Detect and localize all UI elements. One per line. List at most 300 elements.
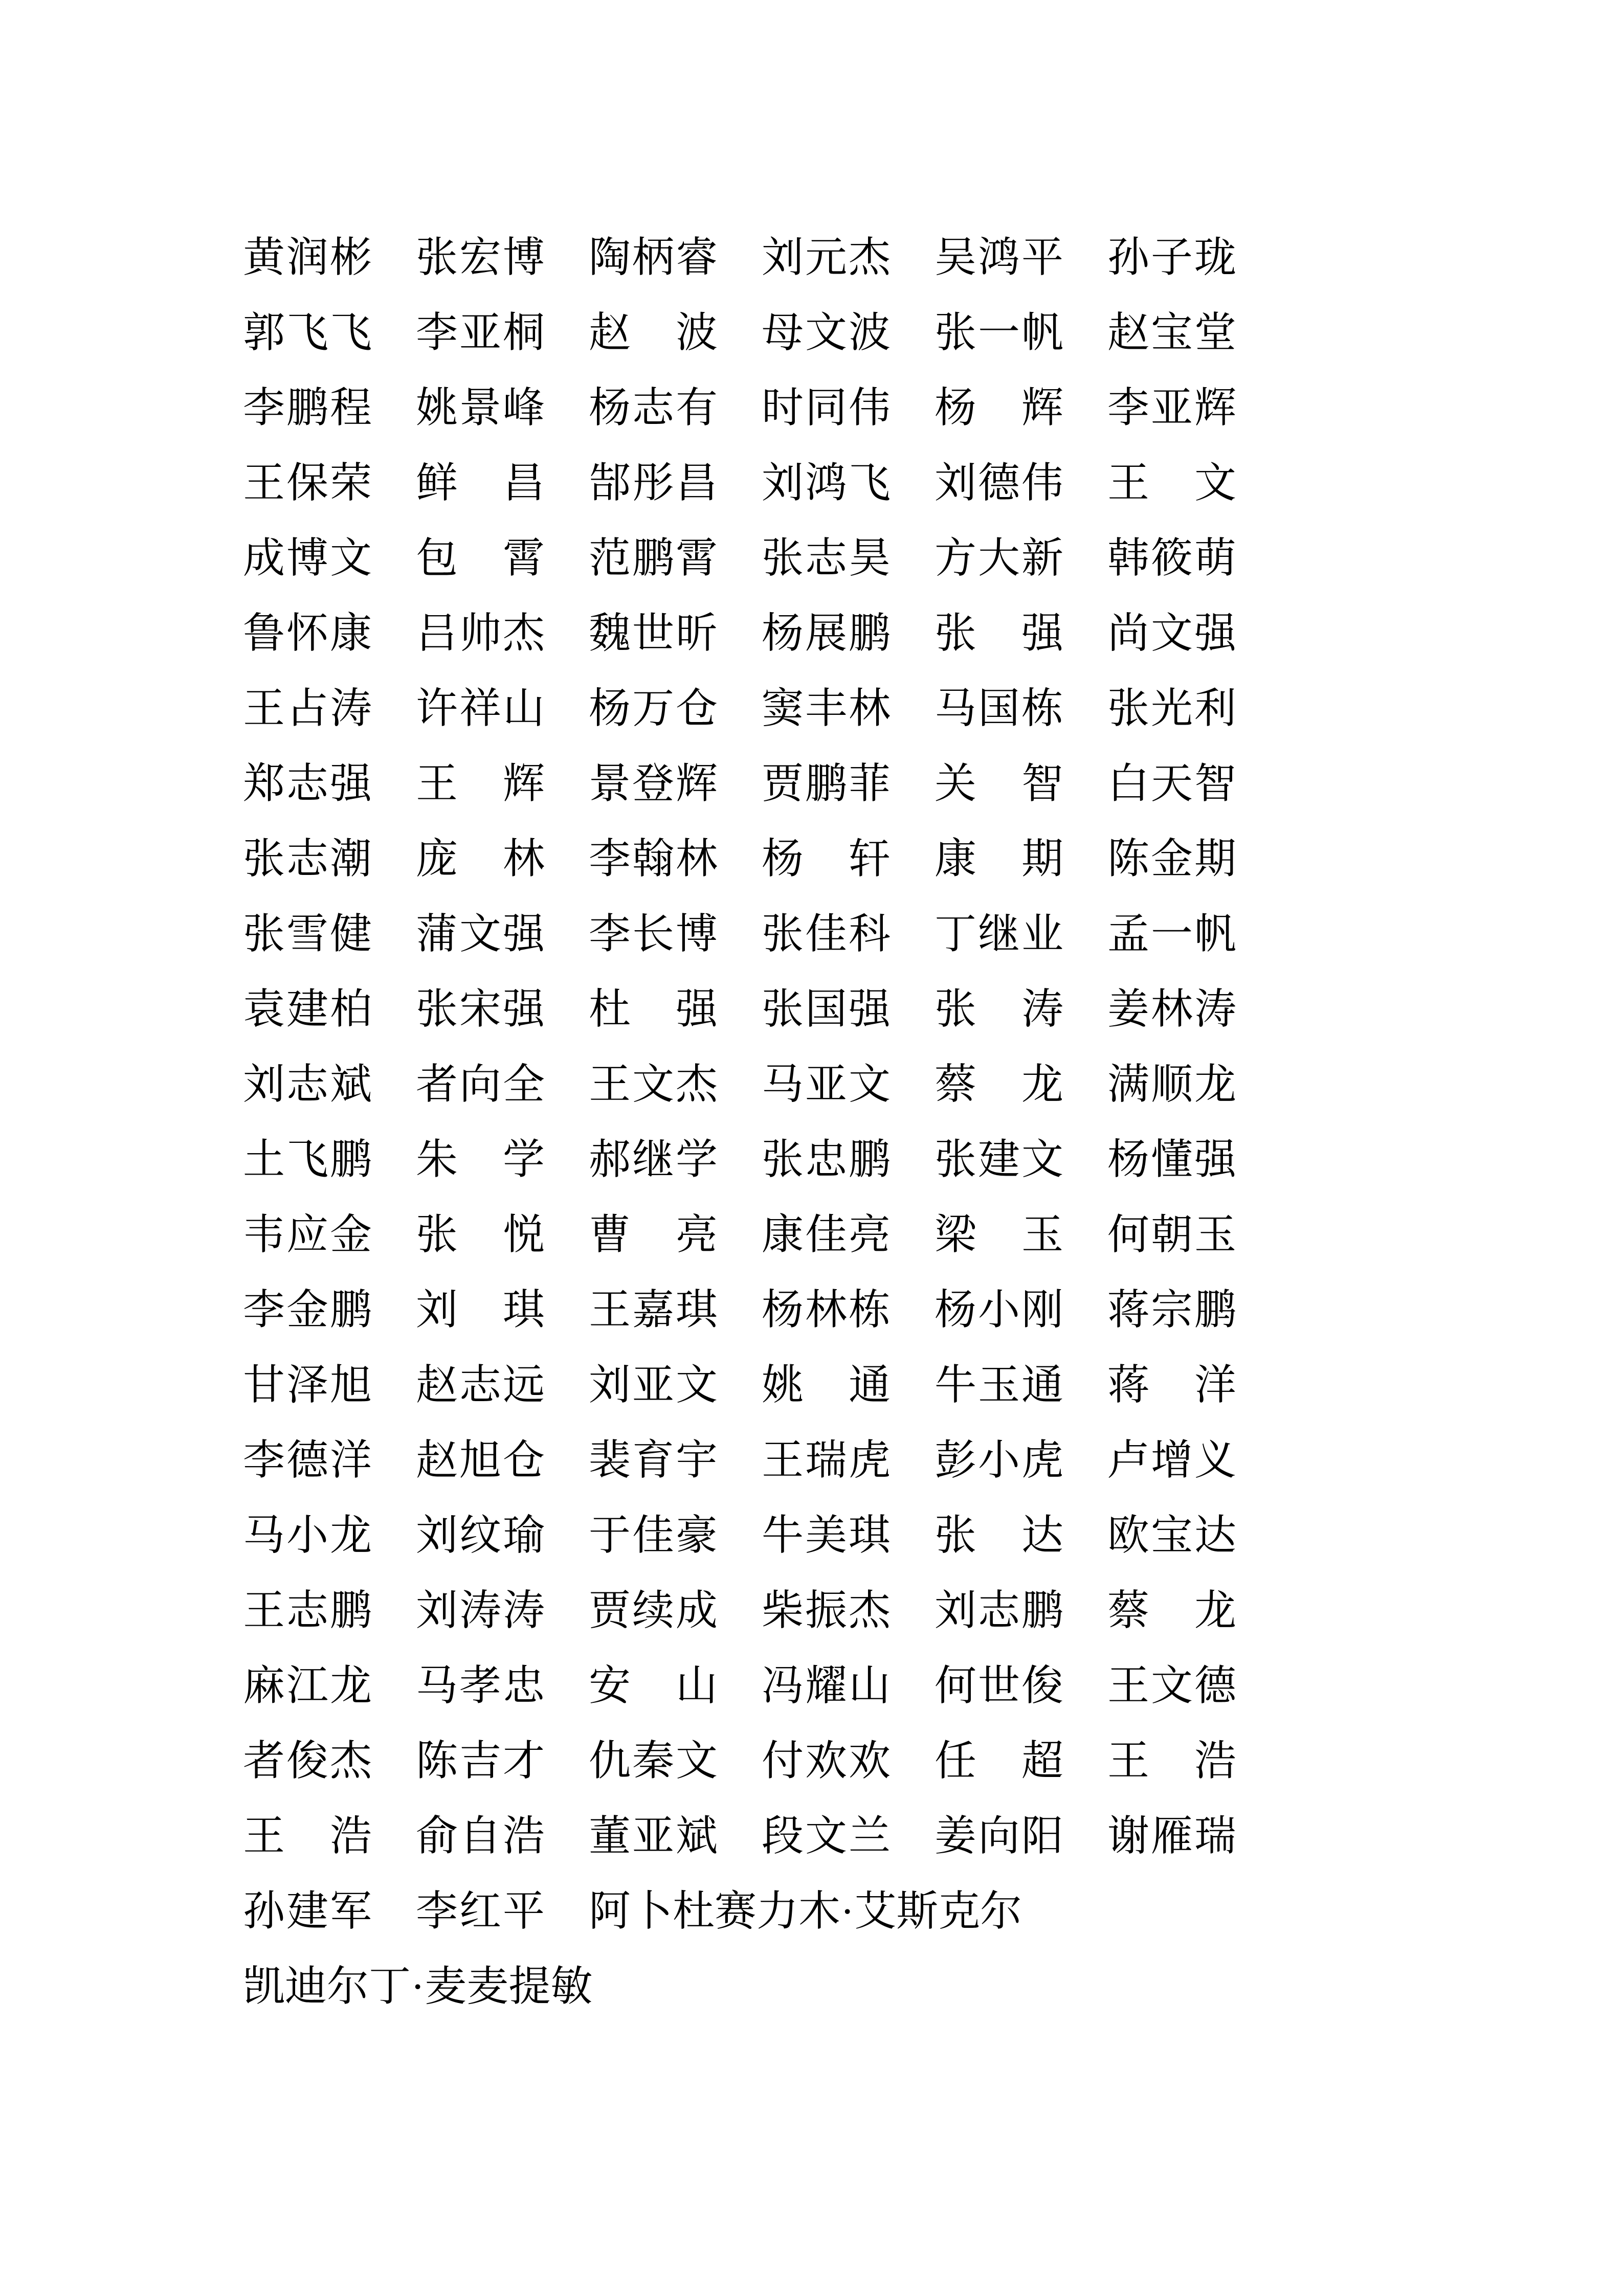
name-char: 满 [1107,1061,1150,1108]
name-char: 欧 [1107,1512,1150,1559]
name-char: 建 [286,985,328,1032]
name-char: 文 [1150,610,1193,657]
name-char: 杨 [762,835,804,882]
name-char: 昊 [848,534,891,581]
name-char: 成 [675,1587,718,1634]
name-char: 保 [286,459,328,506]
name-char: 王 [243,685,285,732]
name-char: 付 [762,1737,804,1784]
name-char: 于 [589,1512,631,1559]
name-char: 黄 [243,234,285,281]
name-char: 蒲 [416,910,458,957]
name-char: 文 [1021,1136,1063,1183]
name-cell [1107,1587,1236,1634]
name-row [243,1573,1236,1648]
name-char: 雁 [1150,1812,1193,1859]
name-char: 学 [675,1136,718,1183]
name-char: 国 [977,685,1020,732]
name-char: 德 [286,1436,328,1483]
name-char: 志 [286,760,328,807]
name-char: 文 [805,1812,847,1859]
name-char: 程 [329,384,372,431]
name-cell [1107,1512,1236,1559]
name-char: 龙 [329,1512,372,1559]
name-cell [1107,1436,1236,1483]
name-char: 陈 [416,1737,458,1784]
name-char: 柴 [762,1587,804,1634]
name-char: 志 [286,835,328,882]
name-cell [935,309,1063,356]
name-row [243,821,1236,896]
name-cell [1107,384,1236,431]
name-char: 阳 [1021,1812,1063,1859]
name-row [243,220,1236,295]
name-char: 昕 [675,610,718,657]
name-char: 吕 [416,610,458,657]
name-char: 伟 [1021,459,1063,506]
name-char: 鹏 [632,534,674,581]
name-char: 宇 [675,1436,718,1483]
name-char: 强 [848,985,891,1032]
name-char: 龙 [1194,1061,1236,1108]
name-cell [1107,1211,1236,1258]
name-char: 琪 [502,1286,545,1333]
name-char: 帅 [459,610,501,657]
name-cell [416,459,545,506]
name-char: 顺 [1150,1061,1193,1108]
name-char: 张 [243,910,285,957]
name-char: 健 [329,910,372,957]
name-char: 怀 [286,610,328,657]
name-cell [416,685,545,732]
name-char: 虎 [1021,1436,1063,1483]
name-char: 斌 [675,1812,718,1859]
name-cell [762,685,891,732]
name-char: 轩 [848,835,891,882]
name-char: 王 [243,459,285,506]
name-char: 张 [416,985,458,1032]
name-row [243,896,1236,972]
name-row [243,370,1236,445]
name-char: 强 [1021,610,1063,657]
name-char: 宝 [1150,309,1193,356]
name-char: 梁 [935,1211,977,1258]
name-cell [243,234,372,281]
name-char: 刘 [935,1587,977,1634]
name-char: 彤 [632,459,674,506]
name-char: 金 [286,1286,328,1333]
name-char: 飞 [848,459,891,506]
name-char: 刘 [589,1361,631,1408]
name-char: 仓 [502,1436,545,1483]
name-char: 涛 [329,685,372,732]
name-char: 强 [1194,1136,1236,1183]
name-char: 应 [286,1211,328,1258]
name-cell [1107,910,1236,957]
name-char: 辉 [675,760,718,807]
name-char: 刚 [1021,1286,1063,1333]
name-char: 林 [1150,985,1193,1032]
name-cell [243,910,372,957]
name-cell [1107,1662,1236,1709]
name-char: 亚 [805,1061,847,1108]
name-cell [1107,534,1236,581]
name-char: 蒋 [1107,1286,1150,1333]
name-char: 辉 [1021,384,1063,431]
name-char: 志 [977,1587,1020,1634]
name-char: 涛 [502,1587,545,1634]
name-char: 帆 [1021,309,1063,356]
name-char: 佳 [805,1211,847,1258]
name-char: 荣 [329,459,372,506]
name-cell [935,1512,1063,1559]
name-char: 刘 [243,1061,285,1108]
name-char: 刘 [416,1286,458,1333]
name-cell [589,1436,718,1483]
name-char: 郑 [243,760,285,807]
name-char: 张 [935,610,977,657]
name-char: 刘 [762,234,804,281]
name-cell [935,1436,1063,1483]
name-char: 继 [977,910,1020,957]
name-char: 波 [848,309,891,356]
name-cell [243,1662,372,1709]
name-char: 彭 [935,1436,977,1483]
name-row [243,1122,1236,1197]
name-char: 利 [1194,685,1236,732]
name-char: 浩 [329,1812,372,1859]
name-char: 浩 [502,1812,545,1859]
name-char: 赵 [416,1361,458,1408]
name-cell [762,1812,891,1859]
name-cell [589,459,718,506]
name-char: 登 [632,760,674,807]
name-row [243,1498,1236,1573]
name-char: 金 [1150,835,1193,882]
name-cell [1107,1061,1236,1108]
name-char: 张 [935,1136,977,1183]
name-char: 学 [502,1136,545,1183]
name-cell [935,234,1063,281]
name-char: 孟 [1107,910,1150,957]
name-char: 智 [1194,760,1236,807]
name-row [243,1047,1236,1122]
name-char: 建 [286,1887,328,1934]
name-cell [762,1061,891,1108]
name-char: 土 [243,1136,285,1183]
name-char: 世 [632,610,674,657]
name-cell [243,1587,372,1634]
name-char: 杜 [589,985,631,1032]
name-char: 振 [805,1587,847,1634]
name-char: 裴 [589,1436,631,1483]
name-char: 吴 [935,234,977,281]
name-char: 宝 [1150,1512,1193,1559]
name-cell [1107,1737,1236,1784]
name-cell [1107,234,1236,281]
name-cell [762,985,891,1032]
name-char: 姚 [762,1361,804,1408]
name-cell [762,534,891,581]
name-char: 文 [805,309,847,356]
name-cell [589,760,718,807]
name-char: 浩 [1194,1737,1236,1784]
name-char: 玉 [1194,1211,1236,1258]
name-row [243,671,1236,746]
name-char: 波 [675,309,718,356]
name-char: 陈 [1107,835,1150,882]
name-char: 金 [329,1211,372,1258]
name-char: 亚 [459,309,501,356]
name-cell [1107,835,1236,882]
name-char: 义 [1194,1436,1236,1483]
name-cell [589,1061,718,1108]
name-char: 王 [243,1587,285,1634]
name-row [243,1798,1236,1874]
name-cell [416,234,545,281]
name-char: 欢 [805,1737,847,1784]
name-char: 景 [589,760,631,807]
name-char: 琪 [675,1286,718,1333]
name-char: 涛 [1021,985,1063,1032]
name-char: 段 [762,1812,804,1859]
name-char: 杨 [935,384,977,431]
name-char: 科 [848,910,891,957]
name-char: 杰 [502,610,545,657]
name-char: 鹏 [286,384,328,431]
name-cell [243,1436,372,1483]
name-char: 关 [935,760,977,807]
name-char: 贾 [589,1587,631,1634]
name-char: 子 [1150,234,1193,281]
name-char: 小 [977,1436,1020,1483]
name-char: 韦 [243,1211,285,1258]
name-char: 杰 [848,234,891,281]
name-cell [589,835,718,882]
name-char: 萌 [1194,534,1236,581]
name-char: 范 [589,534,631,581]
name-cell [589,1662,718,1709]
name-cell [1107,685,1236,732]
name-char: 涛 [1194,985,1236,1032]
name-cell [935,534,1063,581]
name-char: 翰 [632,835,674,882]
name-char: 郝 [589,1136,631,1183]
name-row [243,295,1236,370]
name-char: 张 [935,985,977,1032]
name-char: 长 [632,910,674,957]
name-char: 美 [805,1512,847,1559]
name-char: 展 [805,610,847,657]
name-char: 一 [977,309,1020,356]
name-char: 期 [1021,835,1063,882]
name-char: 飞 [286,1136,328,1183]
name-char: 赵 [589,309,631,356]
name-char: 龙 [1194,1587,1236,1634]
name-char: 志 [632,384,674,431]
name-char: 通 [1021,1361,1063,1408]
name-char: 杨 [762,610,804,657]
name-cell [416,1812,545,1859]
name-char: 成 [243,534,285,581]
name-cell [1107,459,1236,506]
name-char: 姜 [1107,985,1150,1032]
name-cell [762,1211,891,1258]
name-row [243,1723,1236,1798]
name-char: 王 [416,760,458,807]
name-char: 窦 [762,685,804,732]
name-char: 辉 [502,760,545,807]
name-row [243,1648,1236,1723]
name-char: 柄 [632,234,674,281]
name-char: 朱 [416,1136,458,1183]
name-char: 林 [848,685,891,732]
name-char: 仓 [675,685,718,732]
name-cell [589,1361,718,1408]
name-cell [589,1136,718,1183]
name-cell [762,1737,891,1784]
name-cell [416,384,545,431]
name-char: 蒋 [1107,1361,1150,1408]
name-row [243,445,1236,521]
name-char: 鲜 [416,459,458,506]
name-char: 超 [1021,1737,1063,1784]
name-cell [243,685,372,732]
name-row [243,746,1236,821]
name-char: 何 [1107,1211,1150,1258]
name-char: 通 [848,1361,891,1408]
name-char: 德 [977,459,1020,506]
name-char: 筱 [1150,534,1193,581]
name-cell [589,384,718,431]
name-char: 丰 [805,685,847,732]
name-cell [762,1286,891,1333]
name-char: 康 [329,610,372,657]
name-char: 俞 [416,1812,458,1859]
name-char: 文 [675,1737,718,1784]
name-char: 魏 [589,610,631,657]
name-cell [935,760,1063,807]
name-char: 嘉 [632,1286,674,1333]
name-char: 母 [762,309,804,356]
name-char: 秦 [632,1737,674,1784]
name-cell [243,1361,372,1408]
name-char: 达 [1194,1512,1236,1559]
name-char: 达 [1021,1512,1063,1559]
name-char: 鹏 [1021,1587,1063,1634]
name-char: 白 [1107,760,1150,807]
name-cell [935,1061,1063,1108]
name-cell [589,685,718,732]
name-char: 菲 [848,760,891,807]
name-char: 康 [935,835,977,882]
name-cell [1107,309,1236,356]
name-char: 强 [1194,610,1236,657]
name-char: 仇 [589,1737,631,1784]
name-char: 孙 [1107,234,1150,281]
name-cell [935,985,1063,1032]
name-char: 马 [762,1061,804,1108]
name-cell [589,1286,718,1333]
name-char: 平 [1021,234,1063,281]
name-char: 纹 [459,1512,501,1559]
name-char: 江 [286,1662,328,1709]
name-char: 天 [1150,760,1193,807]
name-char: 鹏 [329,1136,372,1183]
name-char: 张 [935,309,977,356]
name-char: 鸿 [977,234,1020,281]
name-char: 杰 [848,1587,891,1634]
name-char: 悦 [502,1211,545,1258]
name-char: 瑞 [1194,1812,1236,1859]
name-char: 龙 [329,1662,372,1709]
name-char: 新 [1021,534,1063,581]
name-cell [416,985,545,1032]
name-char: 斌 [329,1061,372,1108]
name-char: 忠 [502,1662,545,1709]
name-char: 者 [243,1737,285,1784]
name-char: 龙 [1021,1061,1063,1108]
name-char: 飞 [286,309,328,356]
name-cell [1107,760,1236,807]
name-char: 昌 [675,459,718,506]
name-char: 继 [632,1136,674,1183]
name-char: 李 [589,835,631,882]
name-cell [935,1286,1063,1333]
name-cell [762,309,891,356]
name-char: 马 [243,1512,285,1559]
name-char: 同 [805,384,847,431]
name-cell [1107,1136,1236,1183]
name-char: 张 [762,910,804,957]
name-char: 赵 [1107,309,1150,356]
name-cell [416,1662,545,1709]
name-char: 欢 [848,1737,891,1784]
name-cell [416,760,545,807]
name-grid [243,220,1236,2024]
name-char: 宋 [459,985,501,1032]
name-cell [243,610,372,657]
name-char: 李 [243,384,285,431]
name-cell [416,1436,545,1483]
name-cell [416,835,545,882]
name-char: 王 [1107,1662,1150,1709]
name-char: 占 [286,685,328,732]
name-row [243,1949,1236,2024]
name-row [243,1874,1236,1949]
name-cell [416,1587,545,1634]
name-char: 博 [675,910,718,957]
name-char: 博 [286,534,328,581]
name-char: 元 [805,234,847,281]
name-char: 志 [286,1587,328,1634]
name-char: 张 [416,1211,458,1258]
name-char: 亚 [632,1361,674,1408]
name-cell [243,1136,372,1183]
name-char: 志 [805,534,847,581]
name-char: 郭 [243,309,285,356]
name-char: 潮 [329,835,372,882]
name-cell [935,1662,1063,1709]
name-char: 霄 [502,534,545,581]
name-char: 军 [329,1887,372,1934]
name-cell [416,1061,545,1108]
name-char: 昌 [502,459,545,506]
name-char: 孝 [459,1662,501,1709]
name-char: 任 [935,1737,977,1784]
name-cell [589,309,718,356]
name-char: 伟 [848,384,891,431]
